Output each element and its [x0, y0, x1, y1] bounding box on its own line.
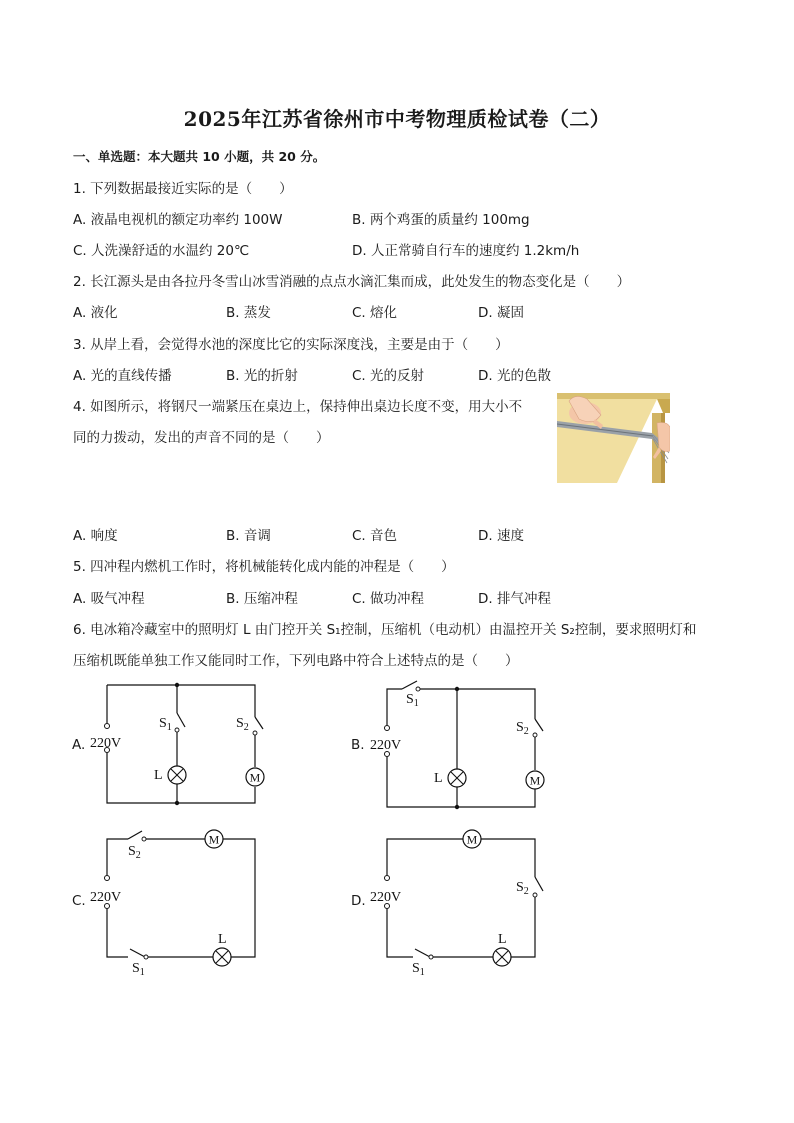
lamp-icon — [213, 948, 231, 966]
hand-plucking-ruler-icon — [557, 393, 670, 483]
circuit-diagram-a — [90, 675, 280, 815]
circuit-diagram-b — [370, 677, 560, 817]
q5-option-b: B. 压缩冲程 — [226, 591, 298, 607]
svg-text:M: M — [208, 832, 220, 847]
svg-text:220V: 220V — [370, 738, 402, 753]
svg-text:S2: $S_2$ — [128, 844, 141, 861]
svg-text:M: M — [249, 770, 261, 785]
svg-text:S1: $S_1$ — [406, 692, 419, 709]
q6-option-c-label: C. — [72, 893, 86, 909]
q4-option-b: B. 音调 — [226, 528, 271, 544]
svg-text:L: L — [218, 932, 227, 947]
lamp-icon — [493, 948, 511, 966]
svg-text:S2: $S_2$ — [516, 880, 529, 897]
q2-option-d: D. 凝固 — [478, 305, 524, 321]
q6-option-d-label: D. — [351, 893, 366, 909]
svg-text:S1: $S_1$ — [412, 961, 425, 977]
q4-option-a: A. 响度 — [73, 528, 118, 544]
svg-text:M: M — [529, 773, 541, 788]
question-5-stem: 5. 四冲程内燃机工作时，将机械能转化成内能的冲程是（ ） — [73, 559, 455, 575]
svg-text:S1: $S_1$ — [159, 716, 172, 733]
q1-option-b: B. 两个鸡蛋的质量约 100mg — [352, 212, 530, 228]
q1-option-a: A. 液晶电视机的额定功率约 100W — [73, 212, 283, 228]
q3-option-a: A. 光的直线传播 — [73, 368, 172, 384]
svg-text:220V: 220V — [90, 890, 122, 905]
q3-option-c: C. 光的反射 — [352, 368, 425, 384]
q4-option-c: C. 音色 — [352, 528, 398, 544]
question-3-stem: 3. 从岸上看，会觉得水池的深度比它的实际深度浅，主要是由于（ ） — [73, 337, 509, 353]
q4-option-d: D. 速度 — [478, 528, 524, 544]
svg-text:220V: 220V — [370, 890, 402, 905]
svg-text:S1: $S_1$ — [132, 961, 145, 977]
svg-text:L: L — [154, 768, 163, 783]
svg-text:L: L — [498, 932, 507, 947]
lamp-icon — [168, 766, 186, 784]
svg-text:S2: $S_2$ — [516, 720, 529, 737]
question-4-stem-line2: 同的力拨动，发出的声音不同的是（ ） — [73, 430, 330, 446]
q2-option-a: A. 液化 — [73, 305, 118, 321]
question-2-stem: 2. 长江源头是由各拉丹冬雪山冰雪消融的点点水滴汇集而成，此处发生的物态变化是（ ） — [73, 274, 631, 290]
q3-option-b: B. 光的折射 — [226, 368, 298, 384]
q3-option-d: D. 光的色散 — [478, 368, 551, 384]
q6-option-b-label: B. — [351, 737, 365, 753]
q2-option-c: C. 熔化 — [352, 305, 398, 321]
q5-option-d: D. 排气冲程 — [478, 591, 551, 607]
circuit-diagram-d — [370, 827, 560, 977]
page-title: 2025年江苏省徐州市中考物理质检试卷（二） — [183, 107, 611, 131]
q5-option-c: C. 做功冲程 — [352, 591, 425, 607]
q2-option-b: B. 蒸发 — [226, 305, 271, 321]
question-1-stem: 1. 下列数据最接近实际的是（ ） — [73, 181, 293, 197]
q6-option-a-label: A. — [72, 737, 86, 753]
section-heading: 一、单选题：本大题共 10 小题，共 20 分。 — [73, 149, 326, 164]
q5-option-a: A. 吸气冲程 — [73, 591, 145, 607]
svg-text:M: M — [466, 832, 478, 847]
question-6-stem-line2: 压缩机既能单独工作又能同时工作，下列电路中符合上述特点的是（ ） — [73, 653, 519, 669]
motor-icon — [526, 771, 544, 789]
question-4-stem-line1: 4. 如图所示，将钢尺一端紧压在桌边上，保持伸出桌边长度不变，用大小不 — [73, 399, 523, 415]
q1-option-c: C. 人洗澡舒适的水温约 20℃ — [73, 243, 250, 259]
lamp-icon — [448, 769, 466, 787]
circuit-diagram-c — [90, 827, 280, 977]
svg-text:S2: $S_2$ — [236, 716, 249, 733]
q1-option-d: D. 人正常骑自行车的速度约 1.2km/h — [352, 243, 580, 259]
svg-text:220V: 220V — [90, 736, 122, 751]
motor-icon — [463, 830, 481, 848]
motor-icon — [205, 830, 223, 848]
svg-text:L: L — [434, 771, 443, 786]
motor-icon — [246, 768, 264, 786]
question-6-stem-line1: 6. 电冰箱冷藏室中的照明灯 L 由门控开关 S₁控制，压缩机（电动机）由温控开关 S₂控制，要求照明灯和 — [73, 622, 697, 638]
